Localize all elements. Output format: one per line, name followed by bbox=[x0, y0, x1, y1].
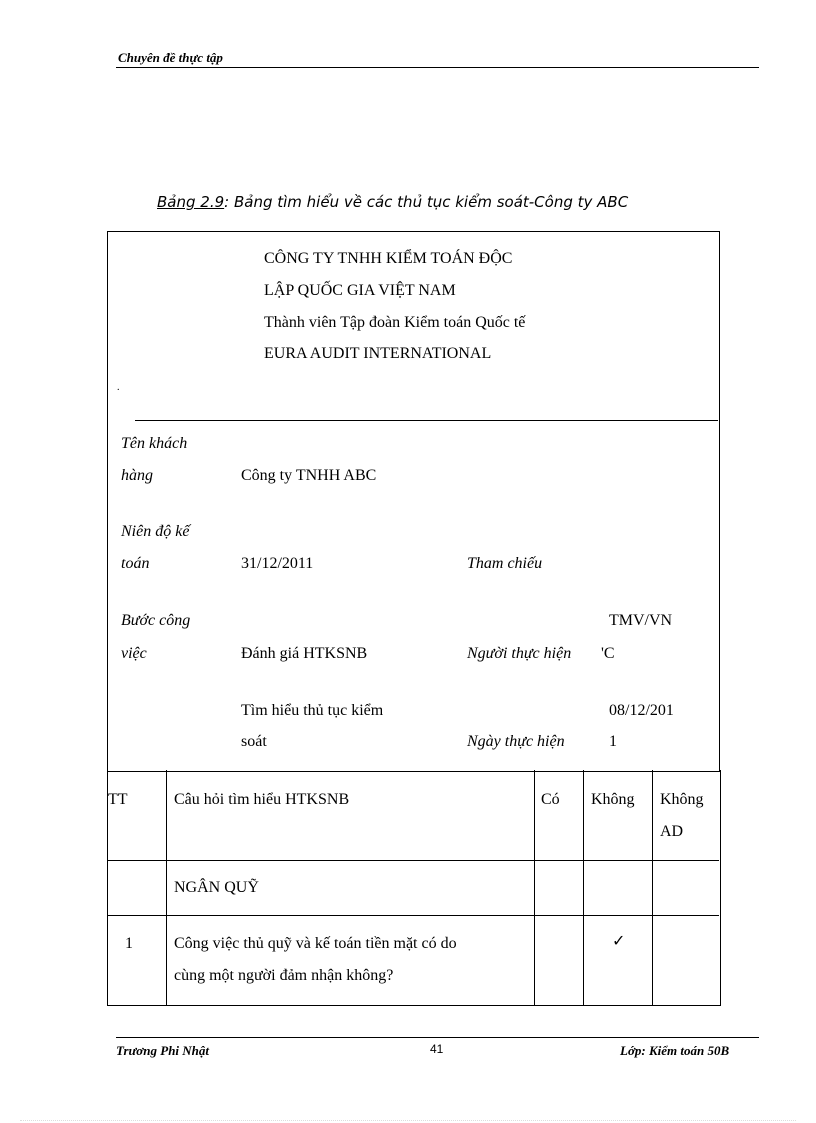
period-value: 31/12/2011 bbox=[241, 555, 314, 572]
table-row-divider-2 bbox=[107, 915, 719, 916]
table-col-divider-3 bbox=[583, 770, 584, 1005]
caption-label: Bảng 2.9 bbox=[157, 193, 225, 211]
performer-label: Người thực hiện bbox=[467, 645, 572, 662]
step-value2-1: Tìm hiểu thủ tục kiểm bbox=[241, 702, 384, 719]
page-number: 41 bbox=[430, 1042, 444, 1056]
company-line-2: LẬP QUỐC GIA VIỆT NAM bbox=[264, 282, 456, 299]
row-stt: 1 bbox=[125, 935, 133, 952]
company-line-4: EURA AUDIT INTERNATIONAL bbox=[264, 345, 492, 362]
header-no: Không bbox=[591, 791, 635, 808]
table-col-divider-4 bbox=[652, 770, 653, 1005]
company-divider bbox=[135, 420, 718, 421]
step-value: Đánh giá HTKSNB bbox=[241, 645, 368, 662]
header-na-1: Không bbox=[660, 791, 704, 808]
step-label-2: việc bbox=[121, 645, 147, 662]
header-rule bbox=[116, 67, 759, 68]
period-label-1: Niên độ kế bbox=[121, 523, 190, 540]
ref-label: Tham chiếu bbox=[467, 555, 543, 572]
header-title: Chuyên đề thực tập bbox=[118, 50, 223, 65]
section-title: NGÂN QUỸ bbox=[174, 879, 259, 896]
company-line-1: CÔNG TY TNHH KIỂM TOÁN ĐỘC bbox=[264, 250, 513, 267]
table-col-divider-2 bbox=[534, 770, 535, 1005]
performer-value-1: TMV/VN bbox=[609, 612, 673, 629]
company-mark: . bbox=[117, 382, 120, 393]
client-label-2: hàng bbox=[121, 467, 153, 484]
date-value-2: 1 bbox=[609, 733, 617, 750]
performer-value-2: 'C bbox=[601, 645, 615, 662]
date-value-1: 08/12/201 bbox=[609, 702, 674, 719]
table-col-divider-1 bbox=[166, 770, 167, 1005]
header-yes: Có bbox=[541, 791, 560, 808]
client-value: Công ty TNHH ABC bbox=[241, 467, 377, 484]
step-value2-2: soát bbox=[241, 733, 267, 750]
caption-text: : Bảng tìm hiểu về các thủ tục kiểm soát-Công ty ABC bbox=[224, 193, 629, 211]
footer-class: Lớp: Kiểm toán 50B bbox=[620, 1043, 730, 1058]
date-label: Ngày thực hiện bbox=[467, 733, 565, 750]
company-line-3: Thành viên Tập đoàn Kiểm toán Quốc tế bbox=[264, 314, 526, 331]
page-bottom-dots bbox=[20, 1120, 796, 1121]
header-question: Câu hỏi tìm hiểu HTKSNB bbox=[174, 791, 350, 808]
footer-author: Trương Phi Nhật bbox=[116, 1043, 210, 1058]
step-label-1: Bước công bbox=[121, 612, 191, 629]
table-caption bbox=[157, 193, 628, 211]
row-question-2: cùng một người đảm nhận không? bbox=[174, 967, 394, 984]
table-row-divider-1 bbox=[107, 860, 719, 861]
header-na-2: AD bbox=[660, 823, 684, 840]
client-label-1: Tên khách bbox=[121, 435, 188, 452]
period-label-2: toán bbox=[121, 555, 150, 572]
info-box bbox=[107, 231, 720, 772]
header-stt: TT bbox=[108, 791, 128, 808]
footer-rule bbox=[116, 1037, 759, 1038]
row-question-1: Công việc thủ quỹ và kế toán tiền mặt có do bbox=[174, 935, 457, 952]
row-no-check-icon: ✓ bbox=[612, 931, 626, 950]
